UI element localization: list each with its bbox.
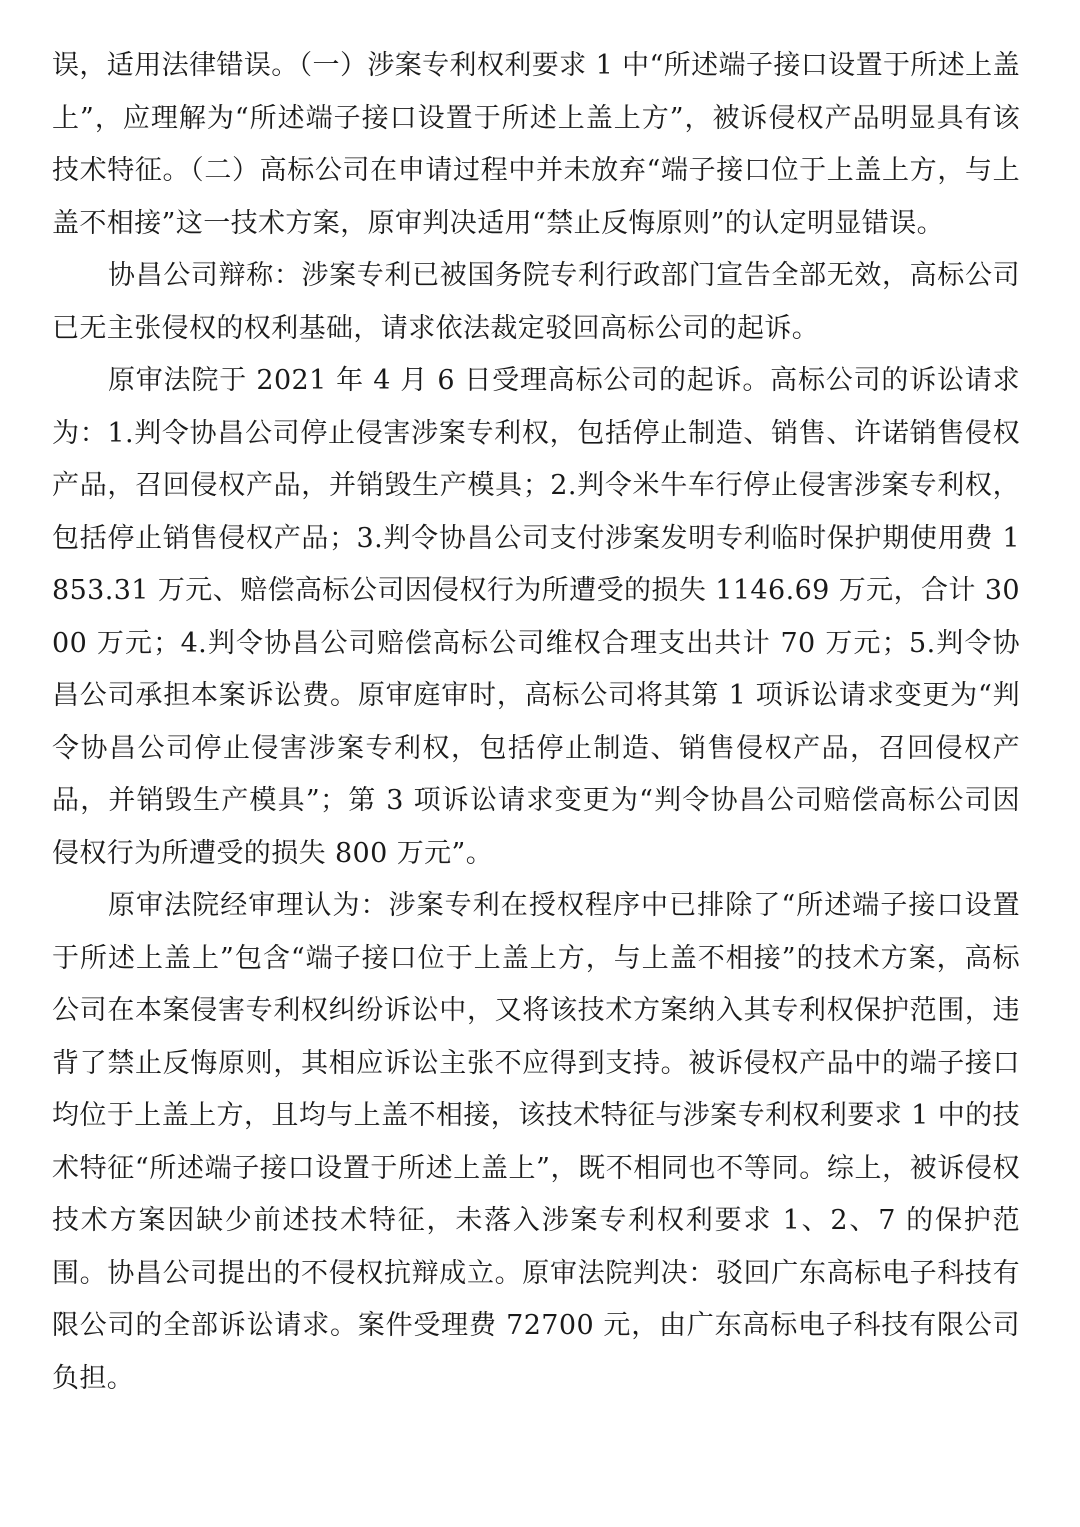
paragraph-continuation: 误，适用法律错误。（一）涉案专利权利要求 1 中“所述端子接口设置于所述上盖上”，应理解为“所述端子接口设置于所述上盖上方”，被诉侵权产品明显具有该技术特征。（二）高标公司在申请过程中并未放弃“端子接口位于上盖上方，与上盖不相接”这一技术方案，原审判决适用“禁止反悔原则”的认定明显错误。: [52, 50, 1020, 239]
paragraph-claims: 原审法院于 2021 年 4 月 6 日受理高标公司的起诉。高标公司的诉讼请求为：1.判令协昌公司停止侵害涉案专利权，包括停止制造、销售、许诺销售侵权产品，召回侵权产品，并销毁生产模具；2.判令米牛车行停止侵害涉案专利权，包括停止销售侵权产品；3.判令协昌公司支付涉案发明专利临时保护期使用费 1853.31 万元、赔偿高标公司因侵权行为所遭受的损失 1146.69 万元，合计 3000 万元；4.判令协昌公司赔偿高标公司维权合理支出共计 70 万元；5.判令协昌公司承担本案诉讼费。原审庭审时，高标公司将其第 1 项诉讼请求变更为“判令协昌公司停止侵害涉案专利权，包括停止制造、销售侵权产品，召回侵权产品，并销毁生产模具”；第 3 项诉讼请求变更为“判令协昌公司赔偿高标公司因侵权行为所遭受的损失 800 万元”。: [52, 365, 1020, 869]
paragraph-ruling: 原审法院经审理认为：涉案专利在授权程序中已排除了“所述端子接口设置于所述上盖上”包含“端子接口位于上盖上方，与上盖不相接”的技术方案，高标公司在本案侵害专利权纠纷诉讼中，又将该技术方案纳入其专利权保护范围，违背了禁止反悔原则，其相应诉讼主张不应得到支持。被诉侵权产品中的端子接口均位于上盖上方，且均与上盖不相接，该技术特征与涉案专利权利要求 1 中的技术特征“所述端子接口设置于所述上盖上”，既不相同也不等同。综上，被诉侵权技术方案因缺少前述技术特征，未落入涉案专利权利要求 1、2、7 的保护范围。协昌公司提出的不侵权抗辩成立。原审法院判决：驳回广东高标电子科技有限公司的全部诉讼请求。案件受理费 72700 元，由广东高标电子科技有限公司负担。: [52, 890, 1020, 1394]
paragraph-defense: 协昌公司辩称：涉案专利已被国务院专利行政部门宣告全部无效，高标公司已无主张侵权的权利基础，请求依法裁定驳回高标公司的起诉。: [52, 260, 1020, 344]
